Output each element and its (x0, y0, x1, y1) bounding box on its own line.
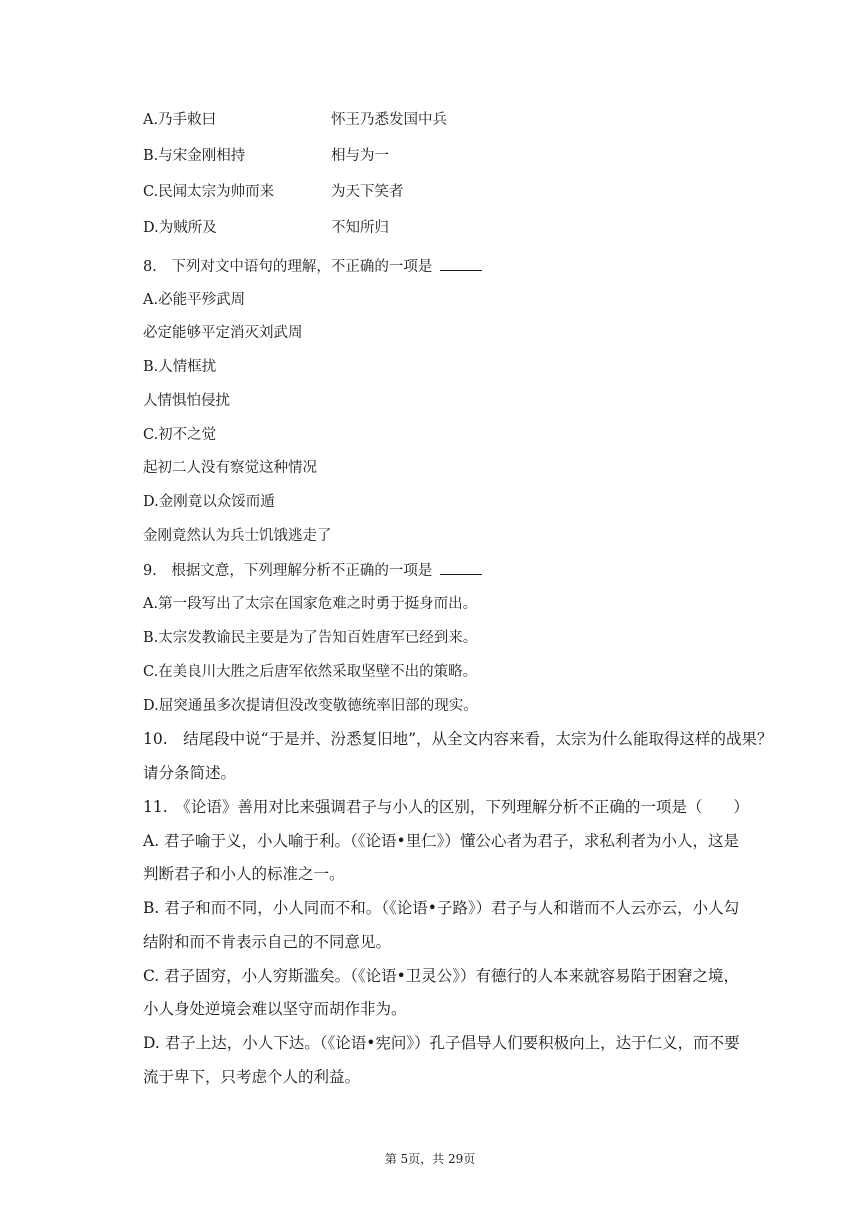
q11-line: C. 君子固穷，小人穷斯滥矣。（《论语•卫灵公》）有德行的人本来就容易陷于困窘之境， (143, 967, 740, 985)
q10-line: 10. 结尾段中说“于是并、汾悉复旧地”，从全文内容来看，太宗为什么能取得这样的战果？ (143, 730, 773, 748)
q9-option: C.在美良川大胜之后唐军依然采取坚壁不出的策略。 (143, 664, 478, 680)
q7-option-b-left: B.与宋金刚相持 (143, 148, 246, 164)
q8-item: B.人情框扰 (143, 359, 217, 375)
q9-stem (143, 560, 482, 581)
q11-line: 小人身处逆境会难以坚守而胡作非为。 (143, 1000, 407, 1018)
q8-stem-text: 8. 下列对文中语句的理解，不正确的一项是 (143, 259, 433, 275)
q7-option-c-right: 为天下笑者 (331, 184, 404, 200)
q8-answer-blank (440, 256, 482, 271)
q8-item: D.金刚竟以众馁而遁 (143, 494, 275, 510)
q8-item: 金刚竟然认为兵士饥饿逃走了 (143, 528, 332, 544)
q11-line: B. 君子和而不同，小人同而不和。（《论语•子路》）君子与人和谐而不人云亦云，小人勾 (143, 899, 740, 917)
q9-option: D.屈突通虽多次提请但没改变敬德统率旧部的现实。 (143, 698, 478, 714)
q8-stem (143, 256, 482, 277)
q11-stem: 11. 《论语》善用对比来强调君子与小人的区别，下列理解分析不正确的一项是（ ） (143, 798, 749, 816)
q9-answer-blank (440, 560, 482, 575)
q11-line: A. 君子喻于义，小人喻于利。（《论语•里仁》）懂公心者为君子，求私利者为小人，这是 (143, 832, 739, 850)
q7-option-a (143, 110, 447, 130)
q7-option-b (143, 146, 389, 166)
q7-option-a-left: A.乃手敕曰 (143, 112, 217, 128)
q9-option: A.第一段写出了太宗在国家危难之时勇于挺身而出。 (143, 596, 478, 612)
q8-item: 人情惧怕侵扰 (143, 393, 230, 409)
page-footer: 第 5页，共 29页 (384, 1152, 476, 1166)
q8-item: 起初二人没有察觉这种情况 (143, 460, 317, 476)
q7-option-d-left: D.为贼所及 (143, 220, 217, 236)
q7-option-c (143, 182, 404, 202)
q7-option-b-right: 相与为一 (331, 148, 389, 164)
q7-option-d (143, 218, 389, 238)
q8-item: 必定能够平定消灭刘武周 (143, 325, 303, 341)
q9-option: B.太宗发教谕民主要是为了告知百姓唐军已经到来。 (143, 630, 478, 646)
q7-option-c-left: C.民闻太宗为帅而来 (143, 184, 275, 200)
q10-line: 请分条简述。 (143, 764, 237, 782)
q11-line: 判断君子和小人的标准之一。 (143, 865, 345, 883)
q11-line: 流于卑下，只考虑个人的利益。 (143, 1068, 361, 1086)
q8-item: C.初不之觉 (143, 427, 217, 443)
q11-line: D. 君子上达，小人下达。（《论语•宪问》）孔子倡导人们要积极向上，达于仁义，而不要 (143, 1034, 740, 1052)
q7-option-d-right: 不知所归 (331, 220, 389, 236)
q7-option-a-right: 怀王乃悉发国中兵 (331, 112, 447, 128)
q11-line: 结附和而不肯表示自己的不同意见。 (143, 933, 392, 951)
q9-stem-text: 9. 根据文意，下列理解分析不正确的一项是 (143, 563, 433, 579)
q8-item: A.必能平殄武周 (143, 292, 246, 308)
